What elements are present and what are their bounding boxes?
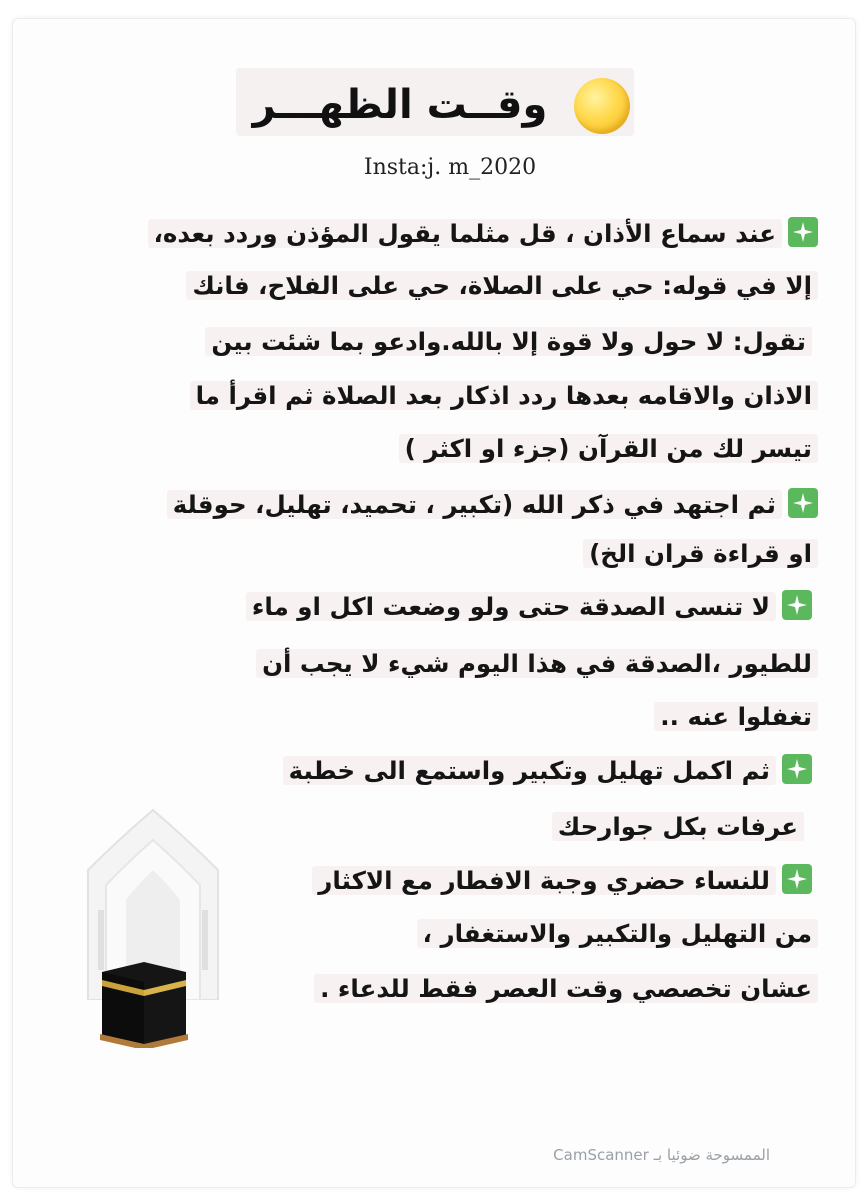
kaaba-icon [96, 958, 192, 1048]
sparkles-icon [782, 864, 812, 894]
text-line-10: تغفلوا عنه .. [654, 693, 818, 741]
text-line-6: ثم اجتهد في ذكر الله (تكبير ، تحميد، تهليل، حوقلة [167, 481, 818, 529]
text-line-3: تقول: لا حول ولا قوة إلا بالله.وادعو بما شئت بين [205, 318, 812, 366]
text-line-13: للنساء حضري وجبة الافطار مع الاكثار [312, 857, 812, 905]
text-line-9: للطيور ،الصدقة في هذا اليوم شيء لا يجب أن [256, 640, 818, 688]
text-line-5: تيسر لك من القرآن (جزء او اكثر ) [399, 425, 818, 473]
text-line-12: عرفات بكل جوارحك [552, 803, 804, 851]
sparkles-icon [788, 217, 818, 247]
text-line-8: لا تنسى الصدقة حتى ولو وضعت اكل او ماء [246, 583, 812, 631]
sun-icon [574, 78, 630, 134]
text-line-15: عشان تخصصي وقت العصر فقط للدعاء . [314, 965, 818, 1013]
sparkles-icon [788, 488, 818, 518]
page-title: وقــت الظهـــر [252, 82, 548, 128]
instagram-handle: Insta:j. m_2020 [363, 155, 537, 180]
text-line-1: عند سماع الأذان ، قل مثلما يقول المؤذن وردد بعده، [148, 210, 818, 258]
text-line-7: او قراءة قران الخ) [583, 530, 818, 578]
scanner-watermark: الممسوحة ضوئيا بـ CamScanner [553, 1146, 770, 1164]
text-line-2: إلا في قوله: حي على الصلاة، حي على الفلاح، فانك [186, 262, 818, 310]
sparkles-icon [782, 754, 812, 784]
text-line-4: الاذان والاقامه بعدها ردد اذكار بعد الصلاة ثم اقرأ ما [190, 372, 818, 420]
text-line-11: ثم اكمل تهليل وتكبير واستمع الى خطبة [283, 747, 812, 795]
text-line-14: من التهليل والتكبير والاستغفار ، [417, 910, 818, 958]
sparkles-icon [782, 590, 812, 620]
